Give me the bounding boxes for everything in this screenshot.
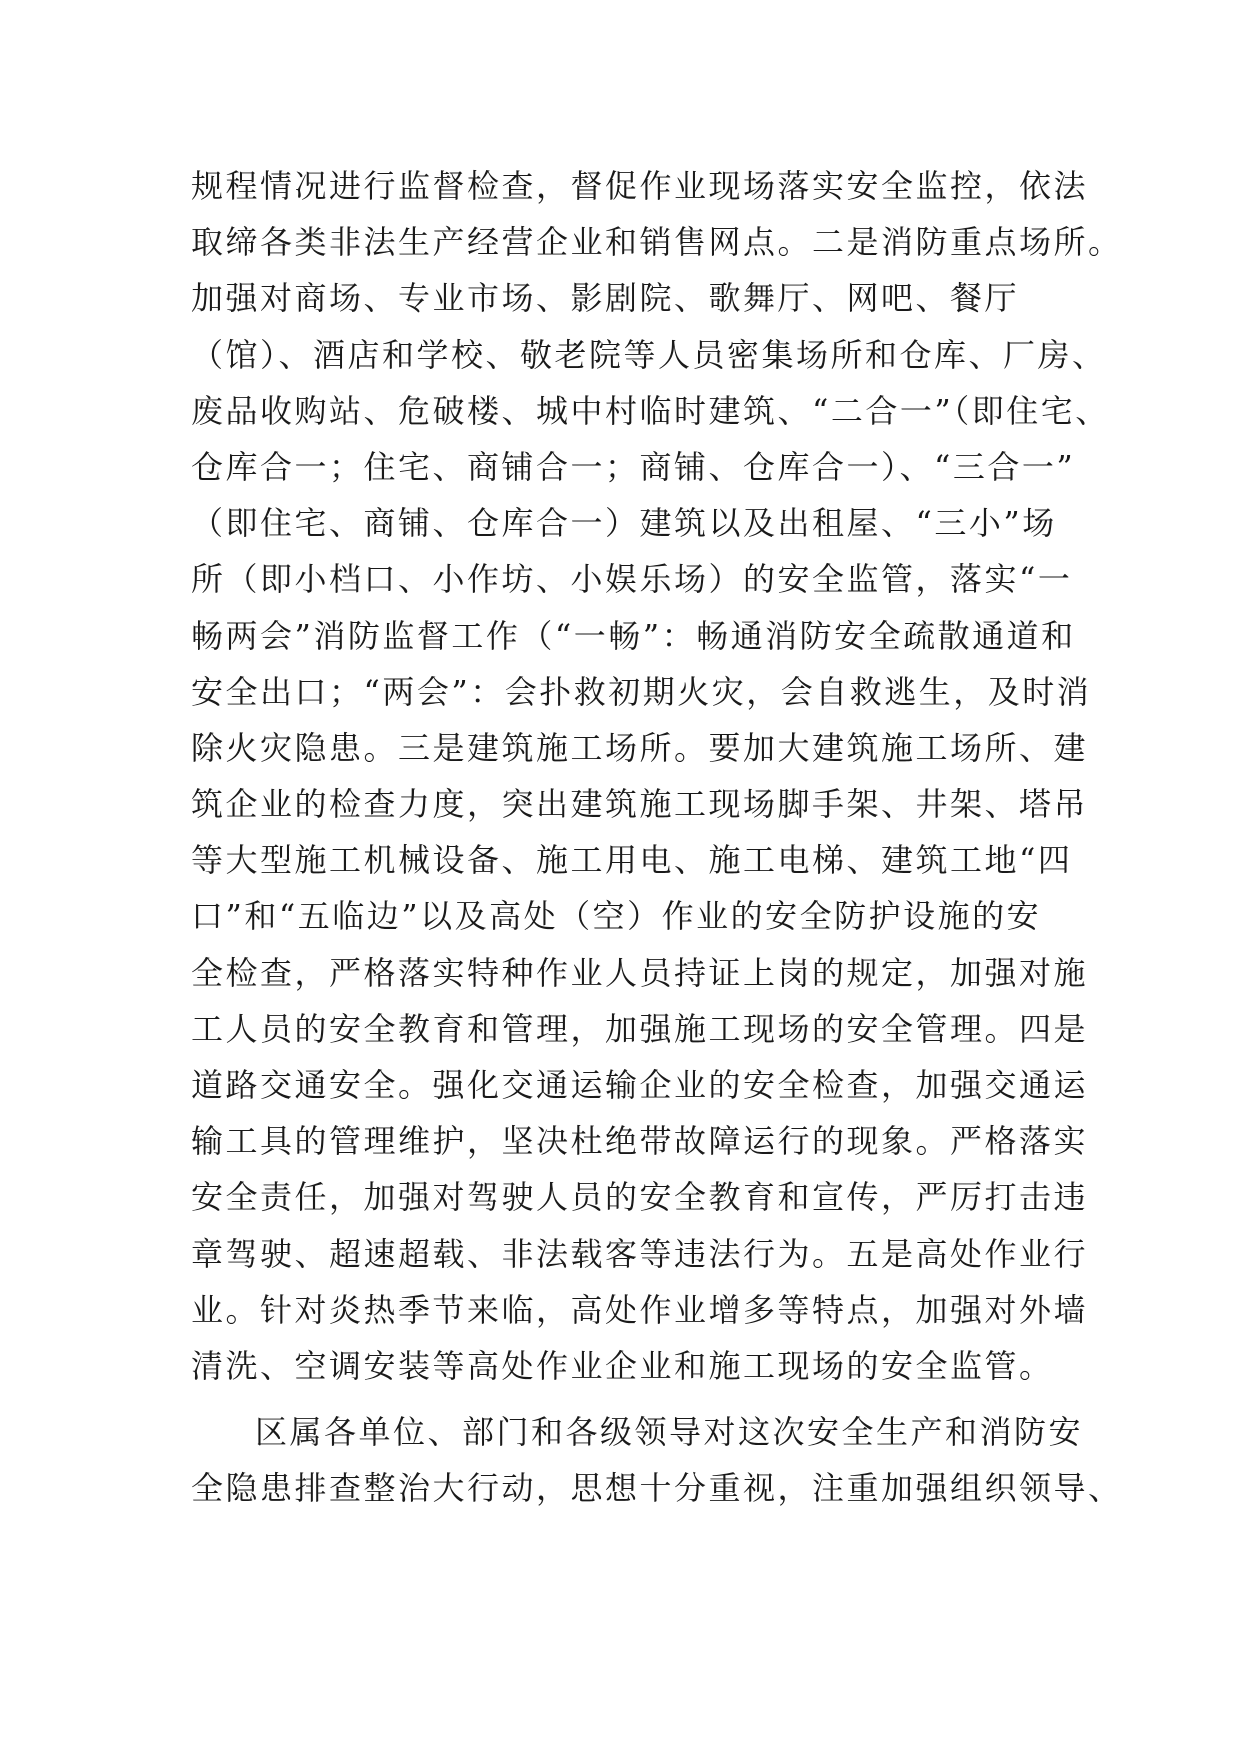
- text-line: 业。针对炎热季节来临，高处作业增多等特点，加强对外墙: [191, 1290, 1089, 1329]
- text-line: 安全责任，加强对驾驶人员的安全教育和宣传，严厉打击违: [191, 1178, 1089, 1217]
- text-line: 取缔各类非法生产经营企业和销售网点。二是消防重点场所。: [191, 223, 1123, 262]
- text-line: （馆）、酒店和学校、敬老院等人员密集场所和仓库、厂房、: [191, 335, 1107, 374]
- text-line: 等大型施工机械设备、施工用电、施工电梯、建筑工地“四: [191, 841, 1073, 880]
- text-line: 安全出口；“两会”：会扑救初期火灾，会自救逃生，及时消: [191, 672, 1092, 711]
- text-line: 区属各单位、部门和各级领导对这次安全生产和消防安: [255, 1413, 1084, 1452]
- text-line: 规程情况进行监督检查，督促作业现场落实安全监控，依法: [191, 167, 1089, 205]
- text-line: 章驾驶、超速超载、非法载客等违法行为。五是高处作业行: [191, 1234, 1089, 1273]
- text-line: 输工具的管理维护，坚决杜绝带故障运行的现象。严格落实: [191, 1122, 1089, 1161]
- text-line: 废品收购站、危破楼、城中村临时建筑、“二合一”（即住宅、: [191, 391, 1110, 430]
- text-line: 畅两会”消防监督工作（“一畅”：畅通消防安全疏散通道和: [191, 616, 1076, 655]
- text-line: 仓库合一；住宅、商铺合一；商铺、仓库合一）、“三合一”: [191, 447, 1076, 486]
- text-line: 所（即小档口、小作坊、小娱乐场）的安全监管，落实“一: [191, 560, 1073, 599]
- text-line: 筑企业的检查力度，突出建筑施工现场脚手架、井架、塔吊: [191, 785, 1089, 824]
- text-line: 全检查，严格落实特种作业人员持证上岗的规定，加强对施: [191, 953, 1089, 992]
- text-line: 除火灾隐患。三是建筑施工场所。要加大建筑施工场所、建: [191, 728, 1089, 767]
- paragraph-2: [191, 1404, 1123, 1516]
- text-line: 口”和“五临边”以及高处（空）作业的安全防护设施的安: [191, 897, 1042, 936]
- paragraph-gap: [191, 1394, 1071, 1404]
- body-text: [191, 158, 1123, 1517]
- text-line: （即住宅、商铺、仓库合一）建筑以及出租屋、“三小”场: [191, 504, 1057, 543]
- text-line: 清洗、空调安装等高处作业企业和施工现场的安全监管。: [191, 1346, 1054, 1385]
- text-line: 全隐患排查整治大行动，思想十分重视，注重加强组织领导、: [191, 1469, 1123, 1508]
- text-line: 工人员的安全教育和管理，加强施工现场的安全管理。四是: [191, 1009, 1089, 1048]
- text-line: 加强对商场、专业市场、影剧院、歌舞厅、网吧、餐厅: [191, 279, 1020, 318]
- text-line: 道路交通安全。强化交通运输企业的安全检查，加强交通运: [191, 1066, 1089, 1104]
- paragraph-1: [191, 158, 1123, 1394]
